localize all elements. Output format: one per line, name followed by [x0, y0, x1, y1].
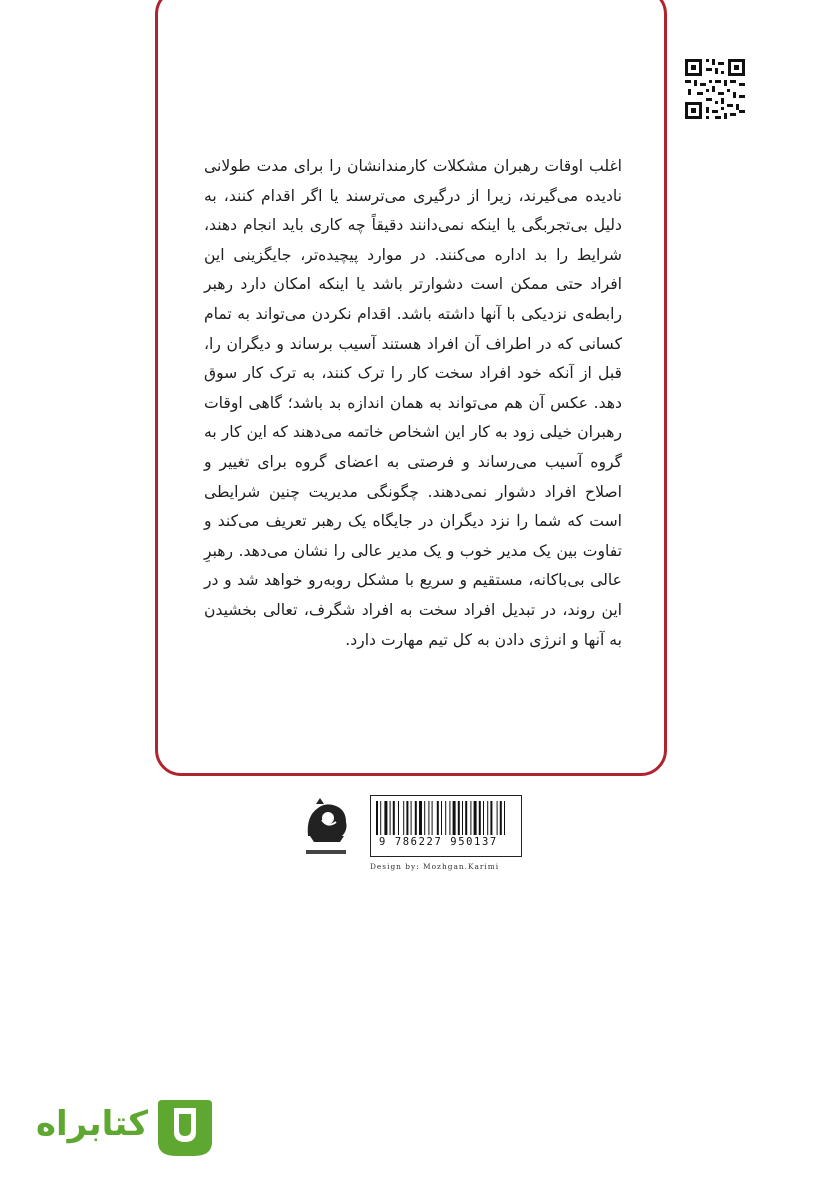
qr-code [682, 56, 748, 122]
designer-credit: Design by: Mozhgan.Karimi [370, 862, 500, 871]
isbn-number: 9 786227 950137 [379, 836, 498, 848]
publisher-logo [296, 796, 356, 860]
back-cover-text [204, 152, 622, 655]
ketabrah-wordmark: کتابراه [35, 1104, 148, 1144]
ketabrah-logo[interactable] [35, 1098, 220, 1158]
isbn-barcode [370, 795, 522, 857]
barcode-bars [376, 801, 516, 835]
body-paragraph: اغلب اوقات رهبران مشکلات کارمندانشان را برای مدت طولانی نادیده می‌گیرند، زیرا از درگیری می‌ترسند یا اگر اقدام کنند، به دلیل بی‌تجربگی یا اینکه نمی‌دانند دقیقاً چه کاری باید انجام دهند، شرایط را بد اداره می‌کنند. در موارد پیچیده‌تر، جایگزینی این افراد حتی ممکن است دشوارتر باشد یا اینکه امکان دارد رهبر رابطه‌ی نزدیکی با آنها داشته باشد. اقدام نکردن می‌تواند به تمام کسانی که در اطراف آن افراد هستند آسیب برساند و دیگران را، قبل از آنکه خود افراد سخت کار را ترک کنند، به ترک کار سوق دهد. عکس آن هم می‌تواند به همان اندازه بد باشد؛ گاهی اوقات رهبران خیلی زود به کار این اشخاص خاتمه می‌دهند که این کار به گروه آسیب می‌رساند و فرصتی به اعضای گروه برای تغییر و اصلاح افراد دشوار نمی‌دهند. چگونگی مدیریت چنین شرایطی است که شما را نزد دیگران در جایگاه یک رهبر تعریف می‌کند و تفاوت بین یک مدیر خوب و یک مدیر عالی را نشان می‌دهد. رهبرِ عالی بی‌باکانه، مستقیم و سریع با مشکل روبه‌رو خواهد شد و در این روند، در تبدیل افراد سخت به افراد شگرف، تعالی بخشیدن به آنها و انرژی دادن به کل تیم مهارت دارد. [204, 157, 622, 649]
bookmark-icon [154, 1098, 216, 1158]
